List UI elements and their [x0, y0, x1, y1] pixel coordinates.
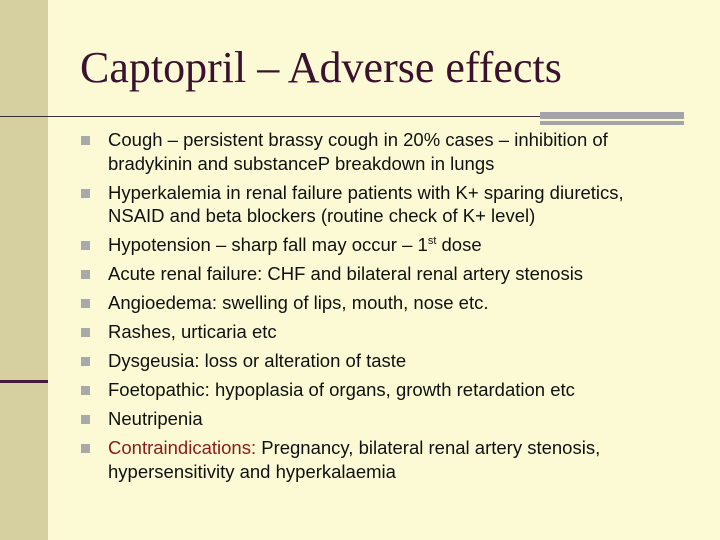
bullet-item	[80, 378, 680, 402]
bullet-text: Acute renal failure: CHF and bilateral renal artery stenosis	[108, 263, 584, 284]
bullet-text-suffix: dose	[436, 234, 482, 255]
bullet-text: Cough – persistent brassy cough in 20% cases – inhibition of bradykinin and substanceP breakdown in lungs	[108, 129, 608, 174]
square-bullet-icon	[81, 415, 90, 424]
bullet-item	[80, 233, 680, 257]
slide-title: Captopril – Adverse effects	[80, 43, 562, 92]
side-band	[0, 0, 48, 540]
bullet-text: Hypotension – sharp fall may occur – 1	[108, 234, 428, 255]
square-bullet-icon	[81, 444, 90, 453]
square-bullet-icon	[81, 189, 90, 198]
side-accent-line	[0, 380, 48, 383]
bullet-text: Angioedema: swelling of lips, mouth, nose etc.	[108, 292, 489, 313]
title-accent-bar-lower	[540, 121, 684, 125]
square-bullet-icon	[81, 270, 90, 279]
bullet-text: Foetopathic: hypoplasia of organs, growth retardation etc	[108, 379, 575, 400]
bullet-item	[80, 291, 680, 315]
square-bullet-icon	[81, 136, 90, 145]
bullet-text: Hyperkalemia in renal failure patients with K+ sparing diuretics, NSAID and beta blockers (routine check of K+ level)	[108, 181, 624, 226]
bullet-item	[80, 181, 680, 228]
bullet-text: Rashes, urticaria etc	[108, 321, 277, 342]
bullet-item	[80, 128, 680, 175]
bullet-text: Neutripenia	[108, 408, 203, 429]
square-bullet-icon	[81, 357, 90, 366]
square-bullet-icon	[81, 241, 90, 250]
square-bullet-icon	[81, 386, 90, 395]
bullet-item	[80, 349, 680, 373]
bullet-text: Dysgeusia: loss or alteration of taste	[108, 350, 407, 371]
contraindications-label: Contraindications:	[108, 437, 257, 458]
bullet-list	[80, 128, 680, 489]
bullet-item	[80, 407, 680, 431]
square-bullet-icon	[81, 299, 90, 308]
bullet-item	[80, 436, 680, 483]
square-bullet-icon	[81, 328, 90, 337]
superscript: st	[427, 234, 437, 247]
title-accent-bar	[540, 112, 684, 119]
bullet-text: Pregnancy, bilateral renal artery stenosis, hypersensitivity and hyperkalaemia	[108, 437, 601, 482]
bullet-item	[80, 262, 680, 286]
bullet-item	[80, 320, 680, 344]
